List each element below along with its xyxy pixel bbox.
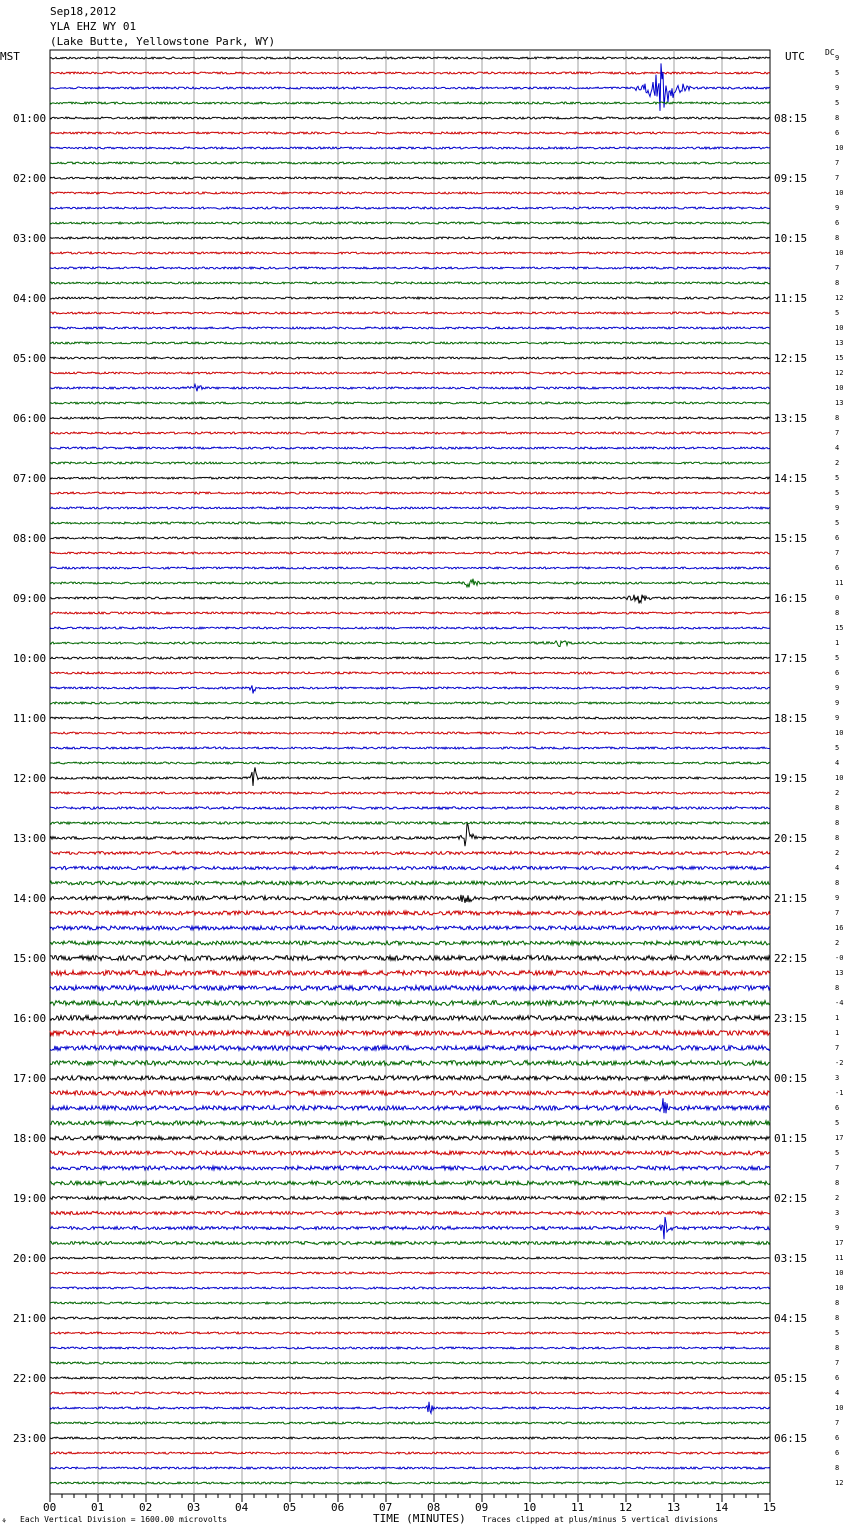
dc-offset-value: 8 <box>835 1344 840 1352</box>
dc-offset-value: 6 <box>835 219 840 227</box>
x-tick-label: 07 <box>379 1501 393 1514</box>
dc-offset-value: 8 <box>835 1314 840 1322</box>
dc-offset-value: 4 <box>835 759 840 767</box>
mst-hour-label: 17:00 <box>13 1072 47 1085</box>
trace-line <box>50 462 770 464</box>
trace-line <box>50 685 770 693</box>
trace-line <box>50 1196 770 1199</box>
dc-offset-value: 4 <box>835 444 840 452</box>
mst-hour-label: 10:00 <box>13 652 47 665</box>
x-tick-label: 15 <box>763 1501 777 1514</box>
dc-offset-value: 6 <box>835 534 840 542</box>
dc-offset-value: 10 <box>835 1269 844 1277</box>
utc-hour-label: 10:15 <box>774 232 808 245</box>
trace-line <box>50 1392 770 1394</box>
dc-offset-value: 8 <box>835 834 840 842</box>
x-tick-label: 13 <box>667 1501 681 1514</box>
dc-offset-value: 16 <box>835 924 844 932</box>
dc-offset-value: 10 <box>835 1284 844 1292</box>
dc-offset-value: 5 <box>835 1149 840 1157</box>
dc-offset-value: -2 <box>835 1059 844 1067</box>
dc-offset-value: 5 <box>835 1119 840 1127</box>
trace-line <box>50 162 770 164</box>
dc-offset-value: 1 <box>835 639 840 647</box>
trace-line <box>50 117 770 119</box>
dc-offset-value: 5 <box>835 1329 840 1337</box>
dc-offset-value: -1 <box>835 1089 844 1097</box>
trace-line <box>50 852 770 855</box>
dc-offset-value: 6 <box>835 129 840 137</box>
trace-line <box>50 1211 770 1214</box>
dc-offset-value: 17 <box>835 1134 844 1142</box>
trace-line <box>50 956 770 961</box>
trace-line <box>50 866 770 869</box>
trace-line <box>50 207 770 209</box>
dc-offset-value: 10 <box>835 729 844 737</box>
dc-offset-value: 4 <box>835 864 840 872</box>
mst-hour-label: 23:00 <box>13 1432 47 1445</box>
dc-offset-value: 15 <box>835 354 844 362</box>
trace-line <box>50 1302 770 1304</box>
dc-offset-value: 12 <box>835 1479 844 1487</box>
dc-offset-value: 4 <box>835 1389 840 1397</box>
trace-line <box>50 672 770 674</box>
dc-offset-value: 8 <box>835 114 840 122</box>
trace-line <box>50 222 770 224</box>
dc-offset-value: 11 <box>835 579 844 587</box>
dc-offset-value: 5 <box>835 654 840 662</box>
dc-offset-value: 1 <box>835 1014 840 1022</box>
mst-hour-label: 11:00 <box>13 712 47 725</box>
dc-offset-value: 3 <box>835 1074 840 1082</box>
x-tick-label: 09 <box>475 1501 489 1514</box>
utc-hour-label: 08:15 <box>774 112 808 125</box>
x-tick-label: 04 <box>235 1501 249 1514</box>
x-tick-label: 11 <box>571 1501 585 1514</box>
trace-line <box>50 1287 770 1289</box>
dc-offset-value: 5 <box>835 474 840 482</box>
dc-offset-value: 9 <box>835 699 840 707</box>
right-axis-title: UTC <box>785 50 805 63</box>
trace-line <box>50 1166 770 1170</box>
trace-line <box>50 1121 770 1125</box>
dc-offset-value: 5 <box>835 69 840 77</box>
mst-hour-label: 07:00 <box>13 472 47 485</box>
dc-offset-value: 13 <box>835 969 844 977</box>
dc-offset-value: 10 <box>835 384 844 392</box>
dc-offset-value: 8 <box>835 804 840 812</box>
utc-hour-label: 18:15 <box>774 712 808 725</box>
dc-offset-value: 9 <box>835 204 840 212</box>
trace-line <box>50 1151 770 1155</box>
dc-offset-value: 8 <box>835 1179 840 1187</box>
trace-line <box>50 282 770 284</box>
dc-offset-value: 7 <box>835 1044 840 1052</box>
trace-line <box>50 926 770 930</box>
trace-line <box>50 822 770 824</box>
dc-offset-value: 6 <box>835 1449 840 1457</box>
dc-offset-value: 8 <box>835 984 840 992</box>
trace-line <box>50 1482 770 1484</box>
utc-hour-label: 21:15 <box>774 892 808 905</box>
trace-line <box>50 1181 770 1185</box>
mst-hour-label: 03:00 <box>13 232 47 245</box>
utc-hour-label: 23:15 <box>774 1012 808 1025</box>
dc-offset-value: 7 <box>835 1419 840 1427</box>
dc-offset-value: 8 <box>835 1299 840 1307</box>
utc-hour-label: 15:15 <box>774 532 808 545</box>
trace-line <box>50 402 770 404</box>
utc-hour-label: 16:15 <box>774 592 808 605</box>
trace-line <box>50 252 770 254</box>
trace-line <box>50 1136 770 1140</box>
plot-frame <box>50 50 770 1494</box>
trace-line <box>50 372 770 374</box>
mst-hour-label: 22:00 <box>13 1372 47 1385</box>
dc-offset-value: 17 <box>835 1239 844 1247</box>
trace-line <box>50 1317 770 1319</box>
station-location: (Lake Butte, Yellowstone Park, WY) <box>50 35 276 48</box>
dc-title: DC <box>825 48 835 57</box>
dc-offset-value: 7 <box>835 1359 840 1367</box>
dc-offset-value: 7 <box>835 909 840 917</box>
trace-line <box>50 579 770 588</box>
trace-line <box>50 1402 770 1413</box>
trace-line <box>50 1362 770 1364</box>
utc-hour-label: 14:15 <box>774 472 808 485</box>
trace-line <box>50 1076 770 1080</box>
trace-line <box>50 702 770 704</box>
trace-line <box>50 1467 770 1469</box>
trace-line <box>50 911 770 915</box>
x-tick-label: 10 <box>523 1501 537 1514</box>
dc-offset-value: 9 <box>835 894 840 902</box>
trace-line <box>50 1217 770 1239</box>
utc-hour-label: 09:15 <box>774 172 808 185</box>
trace-line <box>50 1001 770 1006</box>
mst-hour-label: 06:00 <box>13 412 47 425</box>
trace-line <box>50 552 770 554</box>
mst-hour-label: 16:00 <box>13 1012 47 1025</box>
dc-offset-value: 10 <box>835 249 844 257</box>
x-axis-title: TIME (MINUTES) <box>373 1512 466 1525</box>
dc-offset-value: 10 <box>835 774 844 782</box>
dc-offset-value: 5 <box>835 99 840 107</box>
station-code: YLA EHZ WY 01 <box>50 20 137 33</box>
x-tick-label: 03 <box>187 1501 201 1514</box>
trace-line <box>50 1422 770 1424</box>
dc-offset-value: 11 <box>835 1254 844 1262</box>
dc-offset-value: 8 <box>835 819 840 827</box>
x-tick-label: 02 <box>139 1501 153 1514</box>
trace-line <box>50 971 770 976</box>
dc-offset-value: 2 <box>835 459 840 467</box>
trace-line <box>50 567 770 569</box>
mst-hour-label: 21:00 <box>13 1312 47 1325</box>
plot-date: Sep18,2012 <box>50 5 117 18</box>
trace-line <box>50 767 770 786</box>
dc-offset-value: 7 <box>835 159 840 167</box>
dc-offset-value: 9 <box>835 1224 840 1232</box>
trace-line <box>50 1046 770 1051</box>
dc-offset-value: -0 <box>835 954 844 962</box>
trace-line <box>50 357 770 359</box>
trace-line <box>50 941 770 945</box>
dc-offset-value: 10 <box>835 1404 844 1412</box>
trace-line <box>50 522 770 524</box>
utc-hour-label: 11:15 <box>774 292 808 305</box>
dc-offset-value: 8 <box>835 609 840 617</box>
trace-line <box>50 237 770 239</box>
left-axis-title: MST <box>0 50 20 63</box>
dc-offset-value: 10 <box>835 144 844 152</box>
trace-line <box>50 477 770 479</box>
trace-line <box>50 537 770 539</box>
trace-line <box>50 1347 770 1349</box>
x-tick-label: 08 <box>427 1501 441 1514</box>
trace-line <box>50 342 770 344</box>
trace-line <box>50 192 770 194</box>
dc-offset-value: 2 <box>835 789 840 797</box>
trace-line <box>50 895 770 903</box>
dc-offset-value: 0 <box>835 594 840 602</box>
dc-offset-value: 5 <box>835 519 840 527</box>
x-tick-label: 00 <box>43 1501 57 1514</box>
dc-offset-value: 8 <box>835 1464 840 1472</box>
mst-hour-label: 02:00 <box>13 172 47 185</box>
dc-offset-value: 6 <box>835 669 840 677</box>
utc-hour-label: 22:15 <box>774 952 808 965</box>
trace-line <box>50 657 770 659</box>
dc-offset-value: 1 <box>835 1029 840 1037</box>
mst-hour-label: 09:00 <box>13 592 47 605</box>
dc-offset-value: 12 <box>835 294 844 302</box>
dc-offset-value: 6 <box>835 1104 840 1112</box>
x-tick-label: 01 <box>91 1501 105 1514</box>
mst-hour-label: 13:00 <box>13 832 47 845</box>
utc-hour-label: 00:15 <box>774 1072 808 1085</box>
trace-line <box>50 881 770 885</box>
footer-mark-icon: ⚘ <box>2 1517 7 1525</box>
mst-hour-label: 01:00 <box>13 112 47 125</box>
trace-line <box>50 102 770 104</box>
utc-hour-label: 01:15 <box>774 1132 808 1145</box>
mst-hour-label: 19:00 <box>13 1192 47 1205</box>
dc-offset-value: 8 <box>835 234 840 242</box>
utc-hour-label: 03:15 <box>774 1252 808 1265</box>
dc-offset-value: 13 <box>835 339 844 347</box>
mst-hour-label: 18:00 <box>13 1132 47 1145</box>
dc-offset-value: 6 <box>835 1434 840 1442</box>
dc-offset-value: 7 <box>835 1164 840 1172</box>
clip-note: Traces clipped at plus/minus 5 vertical divisions <box>482 1515 719 1524</box>
trace-line <box>50 1452 770 1454</box>
mst-hour-label: 05:00 <box>13 352 47 365</box>
trace-line <box>50 312 770 314</box>
utc-hour-label: 17:15 <box>774 652 808 665</box>
trace-line <box>50 1437 770 1439</box>
utc-hour-label: 02:15 <box>774 1192 808 1205</box>
trace-line <box>50 1377 770 1379</box>
trace-line <box>50 492 770 494</box>
utc-hour-label: 20:15 <box>774 832 808 845</box>
trace-line <box>50 1332 770 1334</box>
mst-hour-label: 04:00 <box>13 292 47 305</box>
trace-line <box>50 1257 770 1259</box>
trace-line <box>50 1272 770 1274</box>
utc-hour-label: 06:15 <box>774 1432 808 1445</box>
trace-line <box>50 641 770 647</box>
utc-hour-label: 12:15 <box>774 352 808 365</box>
trace-line <box>50 717 770 719</box>
trace-line <box>50 1241 770 1244</box>
dc-offset-value: 6 <box>835 1374 840 1382</box>
x-tick-label: 14 <box>715 1501 729 1514</box>
dc-offset-value: 13 <box>835 399 844 407</box>
trace-line <box>50 747 770 749</box>
scale-note: Each Vertical Division = 1600.00 microvolts <box>20 1515 228 1524</box>
dc-offset-value: 10 <box>835 324 844 332</box>
dc-offset-value: 5 <box>835 309 840 317</box>
trace-line <box>50 1098 770 1113</box>
dc-offset-value: 8 <box>835 879 840 887</box>
mst-hour-label: 15:00 <box>13 952 47 965</box>
dc-offset-value: 9 <box>835 84 840 92</box>
trace-line <box>50 1091 770 1095</box>
dc-offset-value: 7 <box>835 174 840 182</box>
trace-line <box>50 327 770 329</box>
trace-line <box>50 132 770 134</box>
trace-line <box>50 1016 770 1021</box>
trace-line <box>50 177 770 179</box>
dc-offset-value: 2 <box>835 939 840 947</box>
mst-hour-label: 20:00 <box>13 1252 47 1265</box>
dc-offset-value: 5 <box>835 744 840 752</box>
x-tick-label: 06 <box>331 1501 345 1514</box>
trace-line <box>50 147 770 149</box>
trace-line <box>50 824 770 846</box>
dc-offset-value: 9 <box>835 54 840 62</box>
utc-hour-label: 05:15 <box>774 1372 808 1385</box>
dc-offset-value: 15 <box>835 624 844 632</box>
utc-hour-label: 13:15 <box>774 412 808 425</box>
x-tick-label: 12 <box>619 1501 633 1514</box>
dc-offset-value: 9 <box>835 714 840 722</box>
trace-line <box>50 57 770 59</box>
dc-offset-value: 6 <box>835 564 840 572</box>
dc-offset-value: 5 <box>835 489 840 497</box>
trace-line <box>50 447 770 449</box>
dc-offset-value: 10 <box>835 189 844 197</box>
trace-line <box>50 612 770 614</box>
dc-offset-value: 7 <box>835 429 840 437</box>
trace-line <box>50 1061 770 1066</box>
mst-hour-label: 12:00 <box>13 772 47 785</box>
trace-line <box>50 297 770 299</box>
trace-line <box>50 267 770 269</box>
trace-line <box>50 627 770 629</box>
dc-offset-value: 9 <box>835 504 840 512</box>
dc-offset-value: 7 <box>835 549 840 557</box>
trace-line <box>50 507 770 509</box>
dc-offset-value: 2 <box>835 1194 840 1202</box>
trace-line <box>50 807 770 809</box>
trace-line <box>50 792 770 794</box>
trace-line <box>50 762 770 764</box>
dc-offset-value: 12 <box>835 369 844 377</box>
trace-line <box>50 1031 770 1036</box>
trace-line <box>50 986 770 991</box>
mst-hour-label: 14:00 <box>13 892 47 905</box>
dc-offset-value: 7 <box>835 264 840 272</box>
utc-hour-label: 19:15 <box>774 772 808 785</box>
dc-offset-value: 9 <box>835 684 840 692</box>
mst-hour-label: 08:00 <box>13 532 47 545</box>
dc-offset-value: 3 <box>835 1209 840 1217</box>
dc-offset-value: 8 <box>835 279 840 287</box>
dc-offset-value: 8 <box>835 414 840 422</box>
dc-offset-value: -4 <box>835 999 844 1007</box>
trace-line <box>50 732 770 734</box>
trace-line <box>50 595 770 604</box>
utc-hour-label: 04:15 <box>774 1312 808 1325</box>
x-tick-label: 05 <box>283 1501 297 1514</box>
dc-offset-value: 2 <box>835 849 840 857</box>
trace-line <box>50 432 770 434</box>
trace-line <box>50 417 770 419</box>
trace-line <box>50 385 770 392</box>
